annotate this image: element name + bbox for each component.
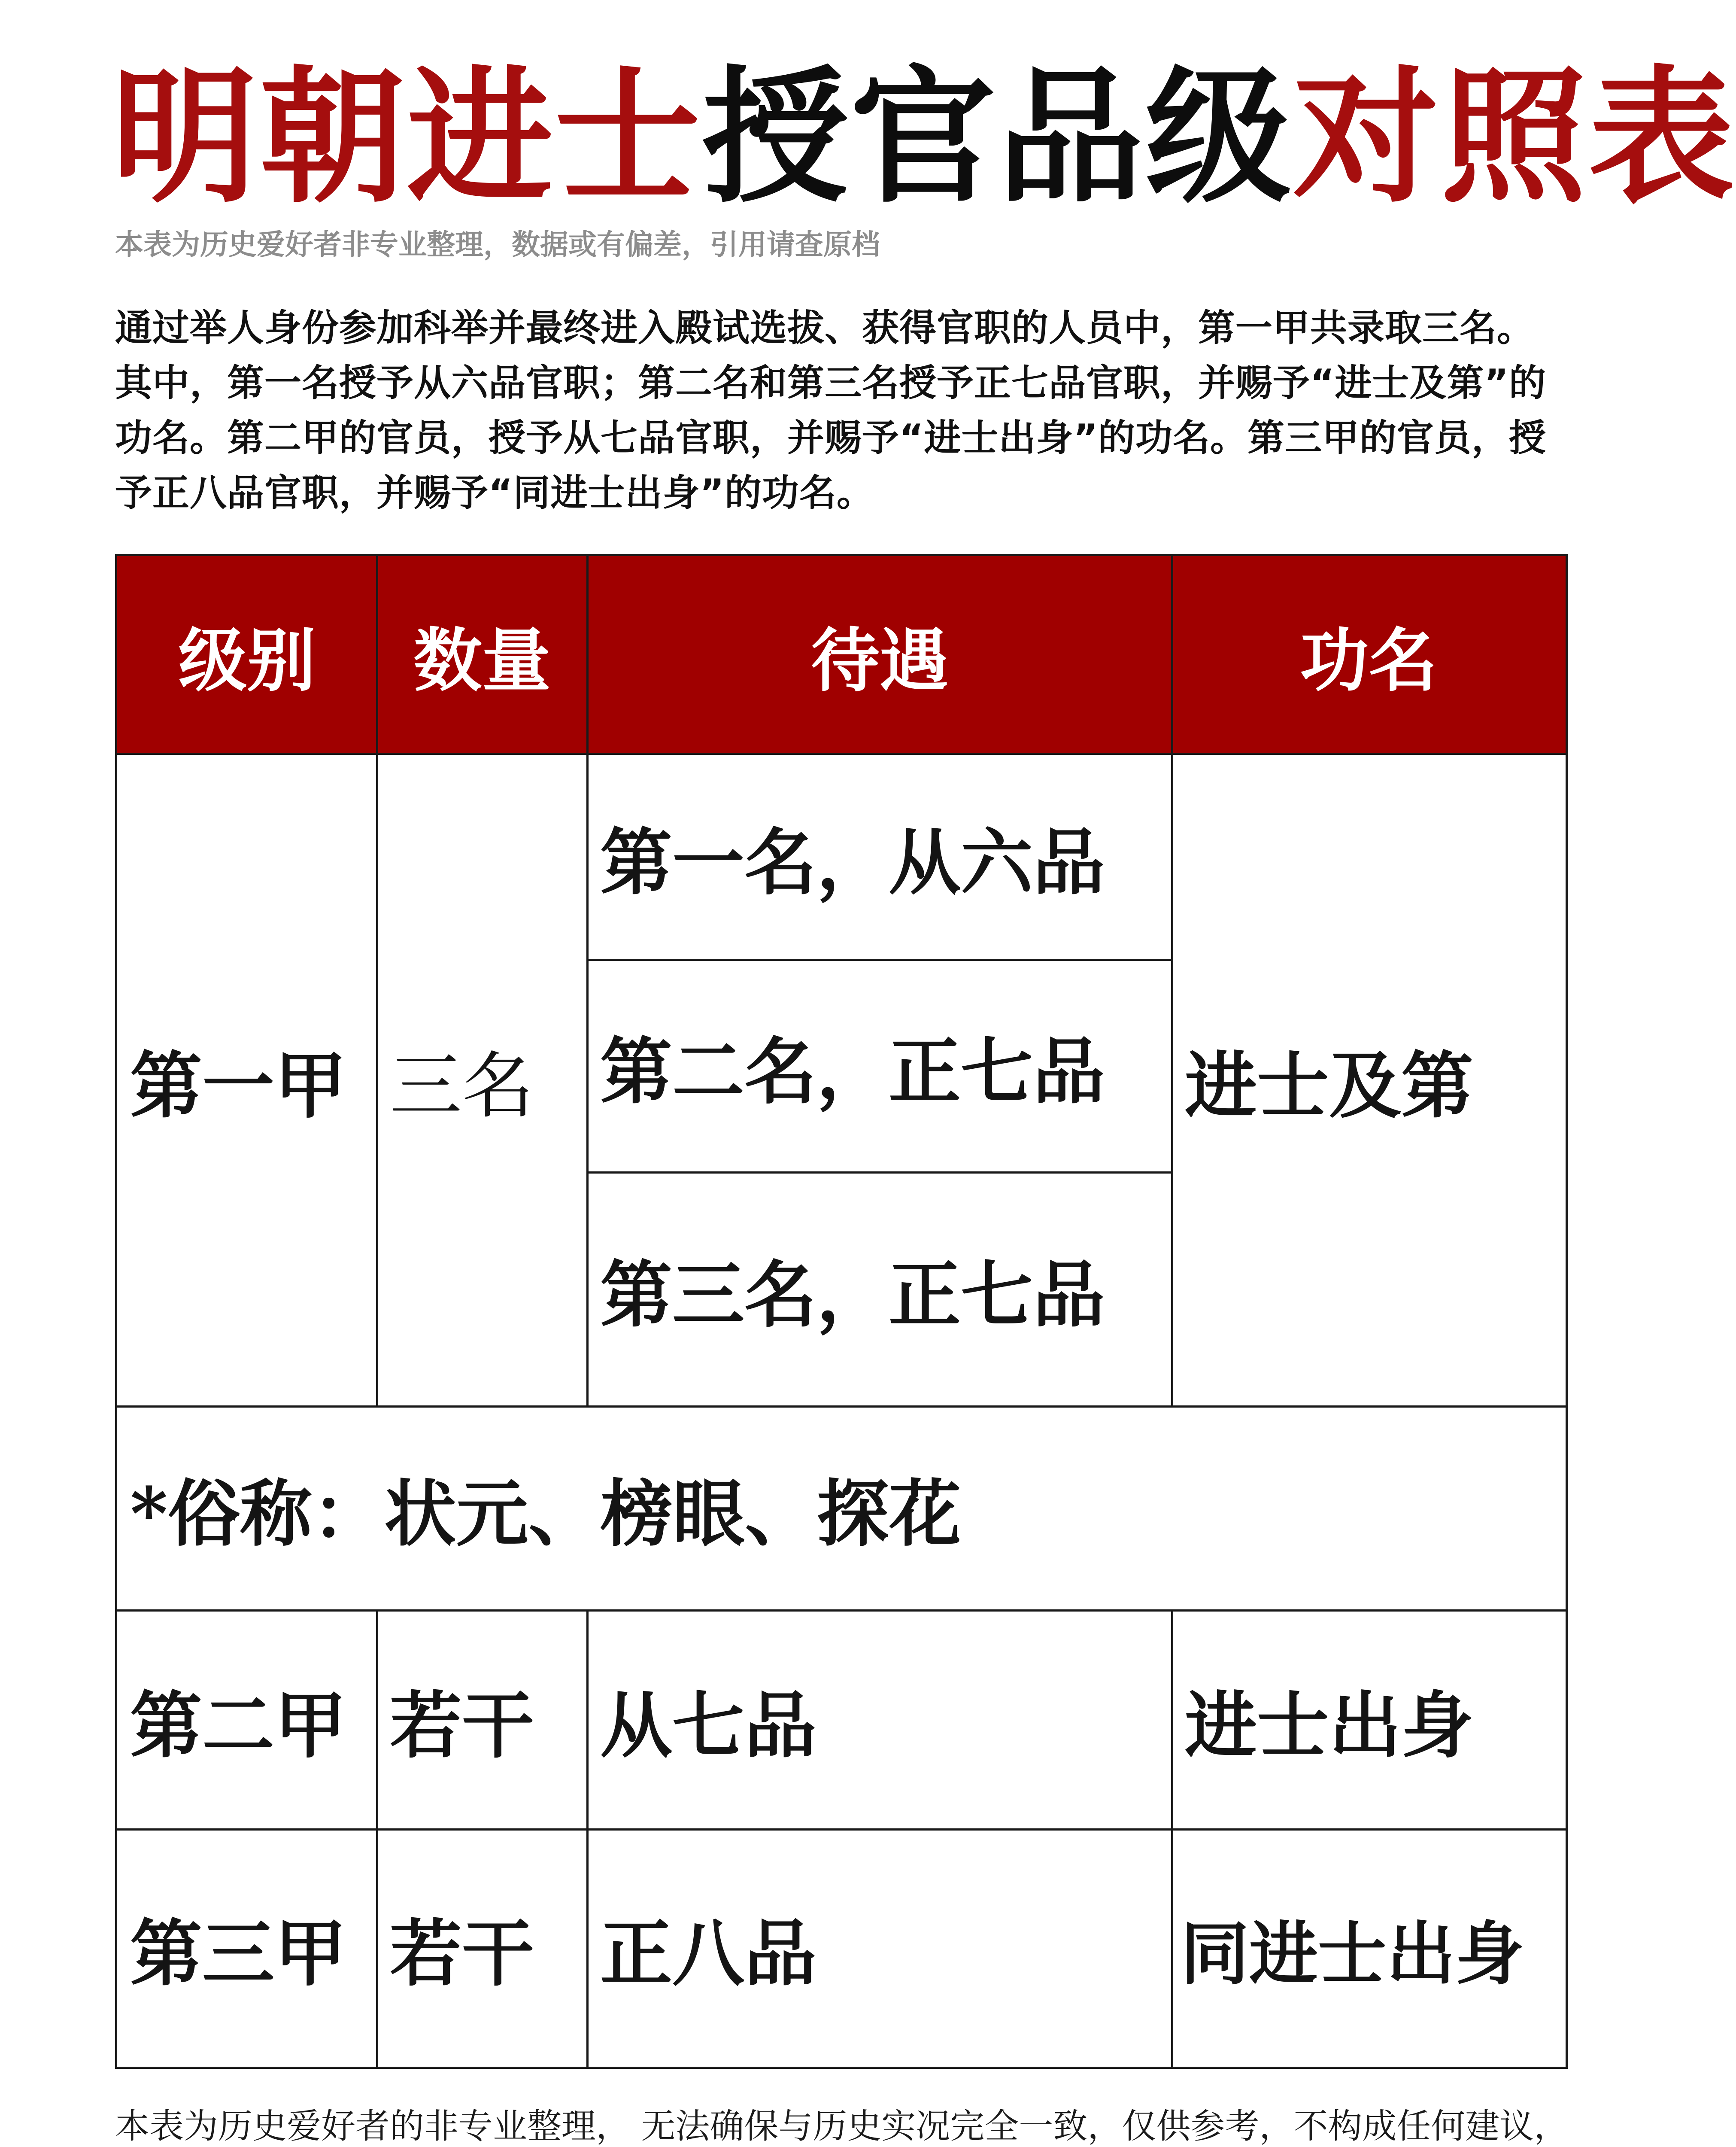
title-part-2: 授官品级 xyxy=(702,52,1293,223)
title-part-1: 明朝进士 xyxy=(112,52,702,223)
third-tier-treatment: 正八品 xyxy=(600,1911,816,1996)
rank-table xyxy=(115,554,1568,2069)
first-tier-title: 进士及第 xyxy=(1185,1043,1473,1128)
second-tier-level: 第二甲 xyxy=(130,1682,346,1768)
header-treatment: 待遇 xyxy=(587,556,1172,754)
header-level: 级别 xyxy=(117,556,377,754)
top-disclaimer: 本表为历史爱好者非专业整理，数据或有偏差，引用请查原档 xyxy=(115,228,880,261)
col-divider-1 xyxy=(376,556,378,1406)
row-divider-treatment-1 xyxy=(587,959,1172,961)
second-tier-count: 若干 xyxy=(390,1682,534,1768)
col-divider-3-lower xyxy=(1171,1610,1173,2067)
col-divider-1-lower xyxy=(376,1610,378,2067)
second-tier-treatment: 从七品 xyxy=(600,1682,816,1768)
first-tier-treatment-3: 第三名，正七品 xyxy=(600,1252,1105,1337)
second-tier-title: 进士出身 xyxy=(1185,1682,1473,1768)
header-title: 功名 xyxy=(1172,556,1566,754)
row-divider-header xyxy=(117,753,1566,755)
third-tier-count: 若干 xyxy=(390,1911,534,1996)
title-part-3: 对照表 xyxy=(1293,52,1736,223)
first-tier-nickname-note: *俗称：状元、榜眼、探花 xyxy=(130,1471,961,1556)
first-tier-treatment-1: 第一名，从六品 xyxy=(600,819,1105,905)
intro-paragraph: 通过举人身份参加科举并最终进入殿试选拔、获得官职的人员中，第一甲共录取三名。其中，第一名授予从六品官职；第二名和第三名授予正七品官职，并赐予“进士及第”的功名。第二甲的官员，授予从七品官职，并赐予“进士出身”的功名。第三甲的官员，授予正八品官职，并赐予“同进士出身”的功名。 xyxy=(115,307,1547,514)
first-tier-level: 第一甲 xyxy=(130,1043,346,1128)
first-tier-count: 三名 xyxy=(390,1043,534,1128)
col-divider-3 xyxy=(1171,556,1173,1406)
row-divider-second-tier xyxy=(117,1828,1566,1831)
col-divider-2 xyxy=(586,556,589,1406)
first-tier-treatment-2: 第二名，正七品 xyxy=(600,1029,1105,1114)
row-divider-note xyxy=(117,1609,1566,1612)
row-divider-treatment-2 xyxy=(587,1171,1172,1174)
col-divider-2-lower xyxy=(586,1610,589,2067)
third-tier-level: 第三甲 xyxy=(130,1911,346,1996)
page-title xyxy=(112,52,1736,223)
third-tier-title: 同进士出身 xyxy=(1181,1913,1524,1994)
bottom-disclaimer: 本表为历史爱好者的非专业整理， 无法确保与历史实况完全一致，仅供参考，不构成任何建议， xyxy=(115,2106,1569,2146)
header-count: 数量 xyxy=(377,556,587,754)
row-divider-first-tier xyxy=(117,1405,1566,1408)
